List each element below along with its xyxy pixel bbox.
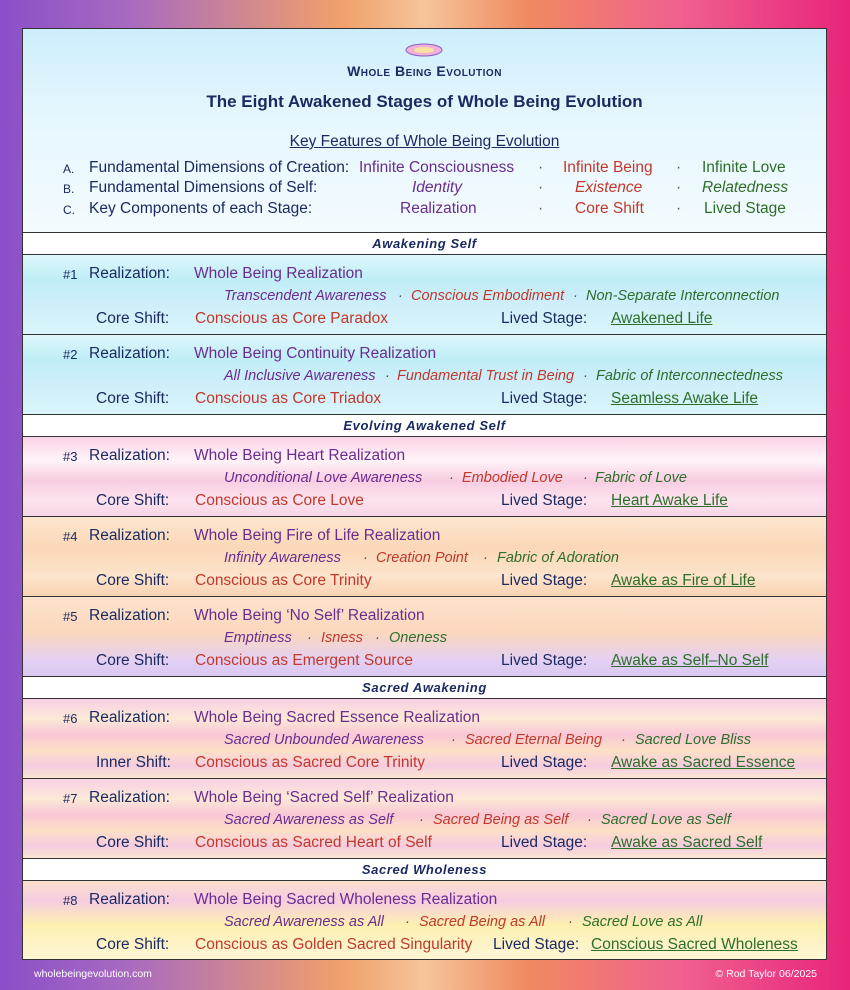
sub-love: Oneness [389,630,448,646]
copyright-text: © Rod Taylor 06/2025 [715,968,817,980]
core-shift-label: Core Shift: [96,390,170,407]
key-feature-row-c [23,200,826,220]
lived-stage-link[interactable]: Awake as Fire of Life [611,572,756,589]
lived-stage-link[interactable]: Awake as Sacred Essence [611,754,796,771]
core-shift-value: Conscious as Sacred Heart of Self [195,834,432,851]
sub-love: Fabric of Interconnectedness [596,368,783,384]
sub-being: Sacred Being as Self [433,812,569,828]
core-shift-label: Core Shift: [96,310,170,327]
separator-dot: · [538,179,544,196]
realization-label: Realization: [89,789,170,806]
realization-label: Realization: [89,709,170,726]
realization-title: Whole Being ‘No Self’ Realization [194,607,425,624]
core-shift-label: Core Shift: [96,492,170,509]
section-sacred-awakening: Sacred Awakening [23,677,826,699]
separator-dot: · [568,914,573,930]
row-value-3: Lived Stage [704,200,786,217]
sub-awareness: Emptiness [224,630,292,646]
stage-row-1 [23,255,826,335]
realization-title: Whole Being Sacred Wholeness Realization [194,891,498,908]
core-shift-value: Conscious as Core Paradox [195,310,388,327]
sub-being: Isness [321,630,363,646]
sub-being: Conscious Embodiment [411,288,565,304]
sub-love: Non-Separate Interconnection [586,288,780,304]
separator-dot: · [483,550,488,566]
stage-number: #7 [63,791,78,806]
separator-dot: · [538,200,544,217]
sub-love: Fabric of Love [595,470,687,486]
stage-number: #5 [63,609,78,624]
separator-dot: · [676,159,682,176]
lived-stage-link[interactable]: Awake as Self–No Self [611,652,769,669]
stage-row-7 [23,779,826,859]
separator-dot: · [583,470,588,486]
lived-stage-link[interactable]: Awakened Life [611,310,713,327]
lived-stage-label: Lived Stage: [501,310,588,327]
realization-title: Whole Being Fire of Life Realization [194,527,441,544]
section-awakening-self: Awakening Self [23,233,826,255]
chart-frame [22,28,827,960]
sub-love: Fabric of Adoration [497,550,619,566]
realization-label: Realization: [89,527,170,544]
separator-dot: · [375,630,380,646]
separator-dot: · [676,179,682,196]
separator-dot: · [363,550,368,566]
header [23,29,826,233]
lens-logo-icon [405,43,443,57]
key-features-title: Key Features of Whole Being Evolution [289,133,560,150]
key-feature-row-b [23,179,826,199]
inner-shift-label: Inner Shift: [96,754,171,771]
lived-stage-link[interactable]: Awake as Sacred Self [611,834,763,851]
separator-dot: · [621,732,626,748]
lived-stage-label: Lived Stage: [493,936,580,953]
row-value-1: Identity [412,179,462,196]
separator-dot: · [573,288,578,304]
section-sacred-wholeness: Sacred Wholeness [23,859,826,881]
sub-being: Fundamental Trust in Being [397,368,575,384]
separator-dot: · [676,200,682,217]
separator-dot: · [583,368,588,384]
lived-stage-label: Lived Stage: [501,390,588,407]
stage-number: #2 [63,347,78,362]
row-value-1: Realization [400,200,477,217]
sub-awareness: Unconditional Love Awareness [224,470,423,486]
sub-love: Sacred Love as Self [601,812,731,828]
row-label: Fundamental Dimensions of Creation: [89,159,350,176]
realization-label: Realization: [89,447,170,464]
realization-title: Whole Being Heart Realization [194,447,406,464]
core-shift-value: Conscious as Core Love [195,492,364,509]
sub-being: Embodied Love [462,470,563,486]
core-shift-label: Core Shift: [96,834,170,851]
sub-being: Sacred Being as All [419,914,546,930]
stage-row-3 [23,437,826,517]
core-shift-label: Core Shift: [96,572,170,589]
core-shift-value: Conscious as Core Trinity [195,572,372,589]
separator-dot: · [398,288,403,304]
row-label: Key Components of each Stage: [89,200,313,217]
row-value-2: Infinite Being [563,159,653,176]
lived-stage-label: Lived Stage: [501,572,588,589]
separator-dot: · [405,914,410,930]
sub-being: Sacred Eternal Being [465,732,603,748]
lived-stage-link[interactable]: Seamless Awake Life [611,390,759,407]
row-label: Fundamental Dimensions of Self: [89,179,318,196]
lived-stage-link[interactable]: Conscious Sacred Wholeness [591,936,798,953]
website-link[interactable]: wholebeingevolution.com [34,968,152,980]
lived-stage-label: Lived Stage: [501,492,588,509]
stage-number: #8 [63,893,78,908]
inner-shift-value: Conscious as Sacred Core Trinity [195,754,426,771]
sub-awareness: Sacred Unbounded Awareness [224,732,424,748]
stage-number: #3 [63,449,78,464]
brand-name: Whole Being Evolution [347,63,502,79]
row-letter: A. [63,162,75,176]
separator-dot: · [451,732,456,748]
stage-row-2 [23,335,826,415]
realization-label: Realization: [89,891,170,908]
separator-dot: · [449,470,454,486]
core-shift-value: Conscious as Emergent Source [195,652,413,669]
realization-title: Whole Being Sacred Essence Realization [194,709,481,726]
row-letter: B. [63,182,75,196]
realization-title: Whole Being Continuity Realization [194,345,437,362]
realization-label: Realization: [89,265,170,282]
stage-row-6 [23,699,826,779]
stage-row-5 [23,597,826,677]
row-value-3: Relatedness [702,179,789,196]
separator-dot: · [538,159,544,176]
sub-awareness: All Inclusive Awareness [224,368,376,384]
row-value-2: Existence [575,179,643,196]
sub-awareness: Sacred Awareness as All [224,914,384,930]
sub-love: Sacred Love as All [582,914,703,930]
sub-being: Creation Point [376,550,468,566]
separator-dot: · [385,368,390,384]
page-title: The Eight Awakened Stages of Whole Being Evolution [206,92,643,111]
row-value-3: Infinite Love [702,159,786,176]
realization-title: Whole Being ‘Sacred Self’ Realization [194,789,454,806]
sub-awareness: Transcendent Awareness [224,288,387,304]
sub-love: Sacred Love Bliss [635,732,752,748]
lived-stage-label: Lived Stage: [501,834,588,851]
stage-row-8 [23,881,826,960]
core-shift-value: Conscious as Core Triadox [195,390,382,407]
stage-number: #4 [63,529,78,544]
key-feature-row-a [23,159,826,179]
row-value-1: Infinite Consciousness [359,159,515,176]
separator-dot: · [587,812,592,828]
row-value-2: Core Shift [575,200,644,217]
lived-stage-label: Lived Stage: [501,754,588,771]
realization-title: Whole Being Realization [194,265,363,282]
core-shift-label: Core Shift: [96,936,170,953]
stage-number: #1 [63,267,78,282]
core-shift-value: Conscious as Golden Sacred Singularity [195,936,473,953]
lived-stage-link[interactable]: Heart Awake Life [611,492,728,509]
stage-row-4 [23,517,826,597]
sub-awareness: Infinity Awareness [224,550,341,566]
row-letter: C. [63,203,75,217]
realization-label: Realization: [89,607,170,624]
realization-label: Realization: [89,345,170,362]
sub-awareness: Sacred Awareness as Self [224,812,394,828]
separator-dot: · [419,812,424,828]
stage-number: #6 [63,711,78,726]
section-evolving-awakened-self: Evolving Awakened Self [23,415,826,437]
lived-stage-label: Lived Stage: [501,652,588,669]
core-shift-label: Core Shift: [96,652,170,669]
separator-dot: · [307,630,312,646]
